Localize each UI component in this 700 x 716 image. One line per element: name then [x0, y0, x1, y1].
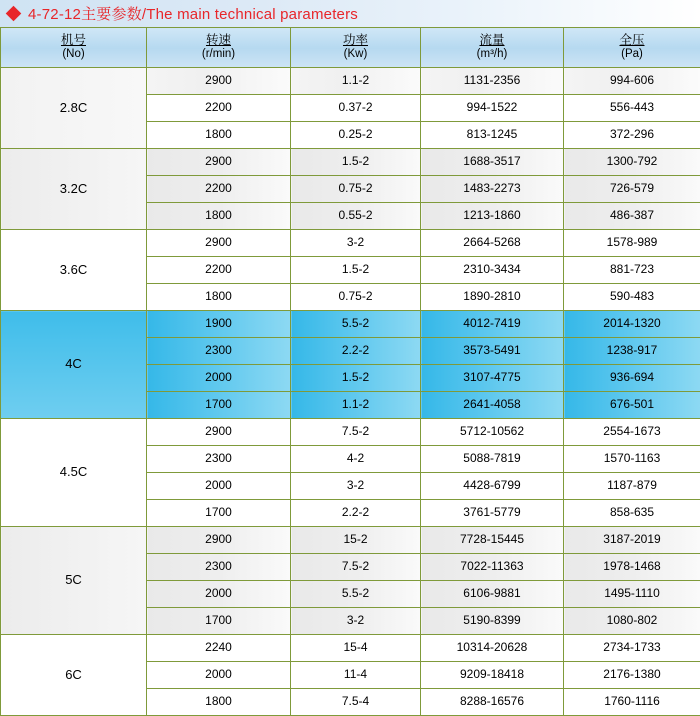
column-header-pressure	[564, 28, 700, 68]
flow-cell: 1890-2810	[421, 284, 564, 311]
page-title: 4-72-12主要参数/The main technical parameters	[28, 3, 358, 24]
speed-cell: 2900	[147, 527, 291, 554]
flow-cell: 3761-5779	[421, 500, 564, 527]
flow-cell: 1213-1860	[421, 203, 564, 230]
pressure-cell: 556-443	[564, 95, 700, 122]
speed-cell: 2300	[147, 446, 291, 473]
flow-cell: 7728-15445	[421, 527, 564, 554]
power-cell: 7.5-4	[291, 689, 421, 716]
flow-cell: 6106-9881	[421, 581, 564, 608]
speed-cell: 1800	[147, 284, 291, 311]
flow-cell: 2664-5268	[421, 230, 564, 257]
model-cell: 3.6C	[1, 230, 147, 311]
flow-cell: 1688-3517	[421, 149, 564, 176]
pressure-cell: 2176-1380	[564, 662, 700, 689]
table-row	[1, 527, 700, 554]
flow-cell: 994-1522	[421, 95, 564, 122]
table-row	[1, 311, 700, 338]
column-header-pressure-en: (Pa)	[564, 48, 700, 61]
model-cell: 4.5C	[1, 419, 147, 527]
power-cell: 0.25-2	[291, 122, 421, 149]
flow-cell: 3573-5491	[421, 338, 564, 365]
speed-cell: 1700	[147, 500, 291, 527]
speed-cell: 2300	[147, 338, 291, 365]
pressure-cell: 1080-802	[564, 608, 700, 635]
pressure-cell: 676-501	[564, 392, 700, 419]
speed-cell: 2300	[147, 554, 291, 581]
model-cell: 5C	[1, 527, 147, 635]
flow-cell: 10314-20628	[421, 635, 564, 662]
speed-cell: 1900	[147, 311, 291, 338]
speed-cell: 1800	[147, 122, 291, 149]
column-header-speed-en: (r/min)	[147, 48, 290, 61]
speed-cell: 2200	[147, 95, 291, 122]
red-diamond-icon	[6, 6, 22, 22]
speed-cell: 2000	[147, 581, 291, 608]
table-header	[1, 28, 700, 68]
model-cell: 3.2C	[1, 149, 147, 230]
table-row	[1, 419, 700, 446]
pressure-cell: 2014-1320	[564, 311, 700, 338]
flow-cell: 5712-10562	[421, 419, 564, 446]
power-cell: 7.5-2	[291, 419, 421, 446]
column-header-speed	[147, 28, 291, 68]
power-cell: 0.37-2	[291, 95, 421, 122]
power-cell: 3-2	[291, 608, 421, 635]
speed-cell: 2240	[147, 635, 291, 662]
pressure-cell: 372-296	[564, 122, 700, 149]
power-cell: 0.55-2	[291, 203, 421, 230]
speed-cell: 2200	[147, 176, 291, 203]
power-cell: 1.5-2	[291, 257, 421, 284]
flow-cell: 813-1245	[421, 122, 564, 149]
power-cell: 2.2-2	[291, 500, 421, 527]
pressure-cell: 590-483	[564, 284, 700, 311]
column-header-power-en: (Kw)	[291, 48, 420, 61]
power-cell: 1.5-2	[291, 149, 421, 176]
model-cell: 4C	[1, 311, 147, 419]
speed-cell: 2000	[147, 365, 291, 392]
speed-cell: 1700	[147, 608, 291, 635]
column-header-flow-en: (m³/h)	[421, 48, 563, 61]
power-cell: 3-2	[291, 473, 421, 500]
power-cell: 5.5-2	[291, 581, 421, 608]
pressure-cell: 486-387	[564, 203, 700, 230]
pressure-cell: 2734-1733	[564, 635, 700, 662]
power-cell: 15-2	[291, 527, 421, 554]
power-cell: 7.5-2	[291, 554, 421, 581]
column-header-model	[1, 28, 147, 68]
pressure-cell: 858-635	[564, 500, 700, 527]
power-cell: 1.1-2	[291, 392, 421, 419]
pressure-cell: 936-694	[564, 365, 700, 392]
flow-cell: 9209-18418	[421, 662, 564, 689]
speed-cell: 2000	[147, 473, 291, 500]
power-cell: 0.75-2	[291, 176, 421, 203]
table-row	[1, 149, 700, 176]
pressure-cell: 1570-1163	[564, 446, 700, 473]
speed-cell: 2000	[147, 662, 291, 689]
flow-cell: 2641-4058	[421, 392, 564, 419]
pressure-cell: 3187-2019	[564, 527, 700, 554]
column-header-power	[291, 28, 421, 68]
table-row	[1, 635, 700, 662]
pressure-cell: 881-723	[564, 257, 700, 284]
model-cell: 2.8C	[1, 68, 147, 149]
pressure-cell: 1300-792	[564, 149, 700, 176]
pressure-cell: 1760-1116	[564, 689, 700, 716]
pressure-cell: 1578-989	[564, 230, 700, 257]
pressure-cell: 726-579	[564, 176, 700, 203]
flow-cell: 4428-6799	[421, 473, 564, 500]
column-header-flow-cn: 流量	[421, 34, 563, 48]
speed-cell: 2900	[147, 149, 291, 176]
power-cell: 2.2-2	[291, 338, 421, 365]
speed-cell: 2900	[147, 419, 291, 446]
power-cell: 3-2	[291, 230, 421, 257]
pressure-cell: 994-606	[564, 68, 700, 95]
model-cell: 6C	[1, 635, 147, 716]
flow-cell: 5088-7819	[421, 446, 564, 473]
speed-cell: 2900	[147, 68, 291, 95]
speed-cell: 1800	[147, 689, 291, 716]
power-cell: 1.1-2	[291, 68, 421, 95]
speed-cell: 2200	[147, 257, 291, 284]
table-body	[1, 68, 700, 716]
column-header-speed-cn: 转速	[147, 34, 290, 48]
pressure-cell: 1238-917	[564, 338, 700, 365]
column-header-flow	[421, 28, 564, 68]
power-cell: 0.75-2	[291, 284, 421, 311]
power-cell: 11-4	[291, 662, 421, 689]
column-header-model-cn: 机号	[1, 34, 146, 48]
flow-cell: 5190-8399	[421, 608, 564, 635]
flow-cell: 2310-3434	[421, 257, 564, 284]
column-header-pressure-cn: 全压	[564, 34, 700, 48]
column-header-power-cn: 功率	[291, 34, 420, 48]
flow-cell: 1483-2273	[421, 176, 564, 203]
column-header-model-en: (No)	[1, 48, 146, 61]
speed-cell: 1800	[147, 203, 291, 230]
pressure-cell: 1495-1110	[564, 581, 700, 608]
flow-cell: 4012-7419	[421, 311, 564, 338]
flow-cell: 8288-16576	[421, 689, 564, 716]
table-row	[1, 68, 700, 95]
page-title-bar	[0, 0, 700, 27]
table-row	[1, 230, 700, 257]
table-header-row	[1, 28, 700, 68]
power-cell: 5.5-2	[291, 311, 421, 338]
pressure-cell: 1978-1468	[564, 554, 700, 581]
speed-cell: 1700	[147, 392, 291, 419]
technical-parameters-table	[0, 27, 700, 716]
power-cell: 4-2	[291, 446, 421, 473]
pressure-cell: 2554-1673	[564, 419, 700, 446]
power-cell: 1.5-2	[291, 365, 421, 392]
power-cell: 15-4	[291, 635, 421, 662]
pressure-cell: 1187-879	[564, 473, 700, 500]
flow-cell: 7022-11363	[421, 554, 564, 581]
flow-cell: 3107-4775	[421, 365, 564, 392]
flow-cell: 1131-2356	[421, 68, 564, 95]
speed-cell: 2900	[147, 230, 291, 257]
